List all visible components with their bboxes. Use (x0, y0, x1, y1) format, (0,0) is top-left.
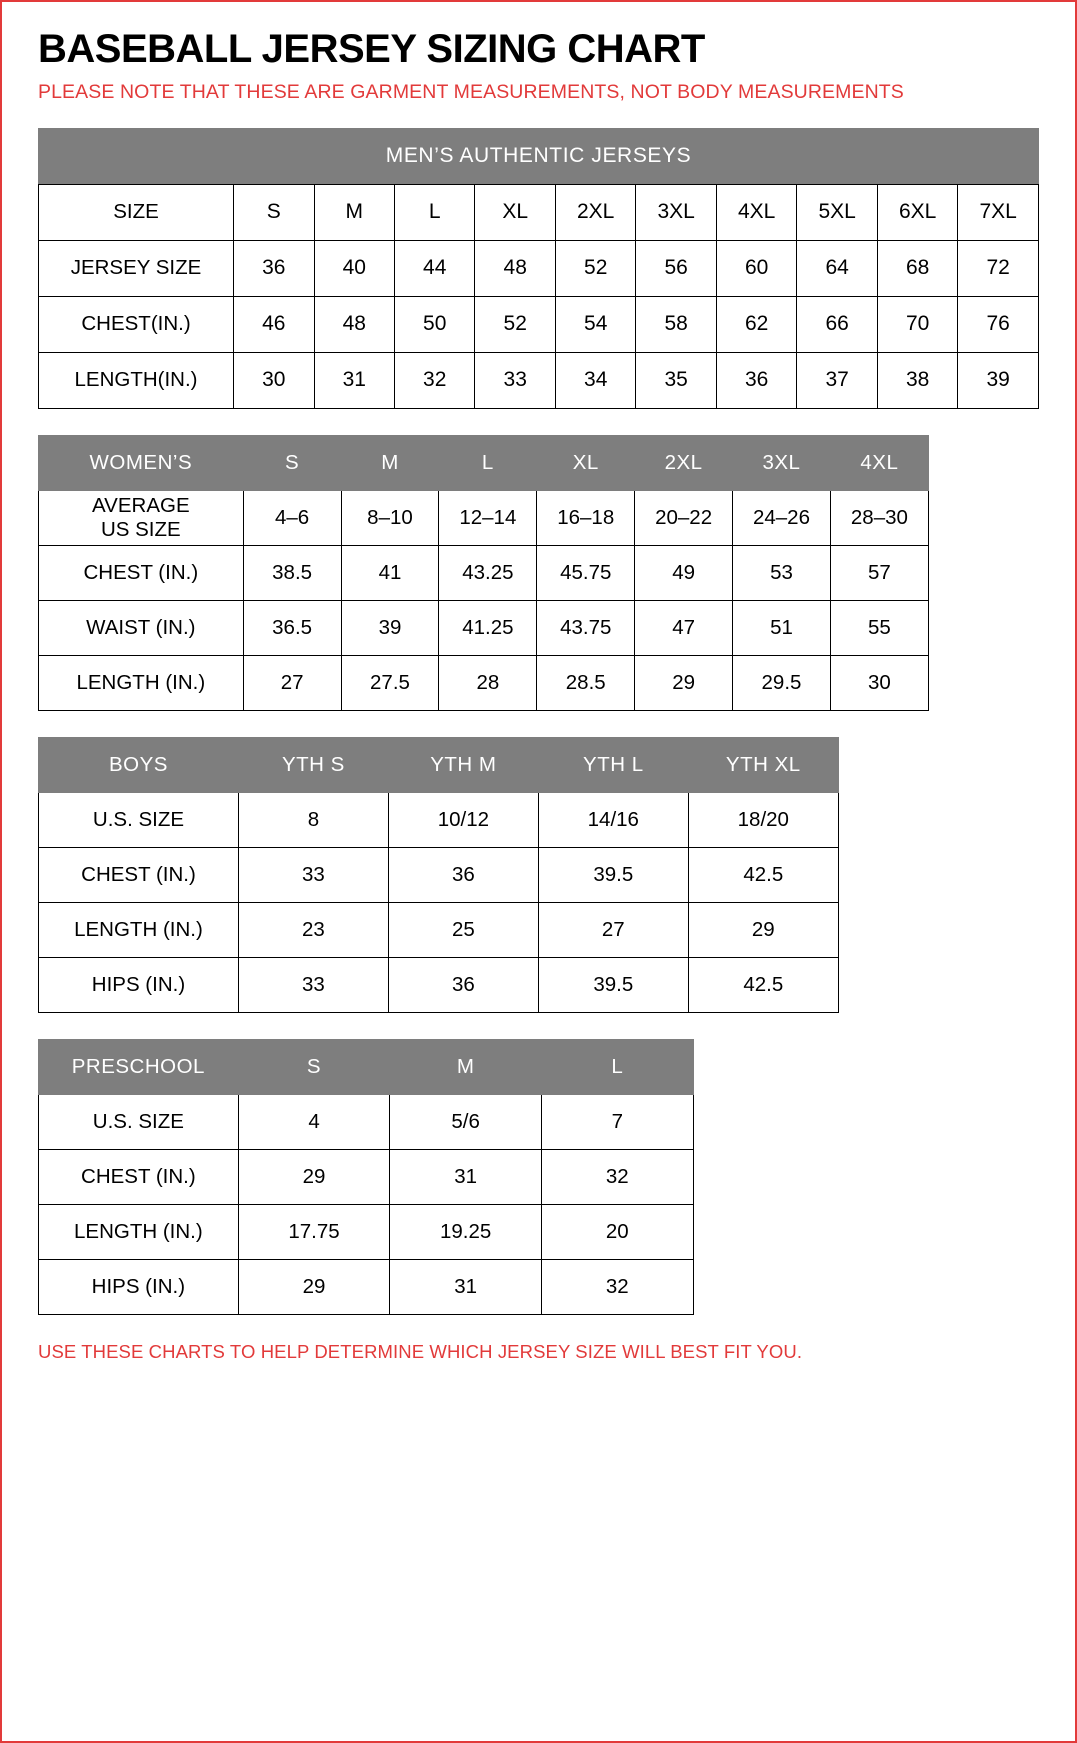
table-row (39, 792, 839, 847)
boys-row-label-chest: CHEST (IN.) (39, 847, 239, 902)
boys-length-yth-l: 27 (538, 902, 688, 957)
mens-jersey-size-5xl: 64 (797, 240, 877, 296)
mens-length-l: 32 (394, 352, 474, 408)
mens-jersey-size-2xl: 52 (555, 240, 635, 296)
womens-us-size-4xl: 28–30 (830, 490, 928, 545)
boys-length-yth-s: 23 (238, 902, 388, 957)
mens-length-s: 30 (234, 352, 314, 408)
mens-sizing-table (38, 128, 1039, 409)
womens-waist-l: 41.25 (439, 600, 537, 655)
womens-size-3xl: 3XL (733, 435, 831, 490)
womens-header-row (39, 435, 929, 490)
table-row (39, 545, 929, 600)
mens-banner-label: MEN’S AUTHENTIC JERSEYS (39, 128, 1039, 184)
womens-waist-m: 39 (341, 600, 439, 655)
preschool-us-size-m: 5/6 (390, 1094, 542, 1149)
womens-us-size-2xl: 20–22 (635, 490, 733, 545)
boys-hips-yth-s: 33 (238, 957, 388, 1012)
preschool-hips-m: 31 (390, 1259, 542, 1314)
womens-size-m: M (341, 435, 439, 490)
womens-length-m: 27.5 (341, 655, 439, 710)
womens-sizing-table (38, 435, 929, 711)
mens-jersey-size-m: 40 (314, 240, 394, 296)
womens-length-xl: 28.5 (537, 655, 635, 710)
mens-jersey-size-6xl: 68 (877, 240, 957, 296)
womens-us-size-m: 8–10 (341, 490, 439, 545)
preschool-chest-l: 32 (541, 1149, 693, 1204)
mens-chest-7xl: 76 (958, 296, 1039, 352)
womens-length-4xl: 30 (830, 655, 928, 710)
table-row (39, 957, 839, 1012)
mens-size-m: M (314, 184, 394, 240)
mens-size-label: SIZE (39, 184, 234, 240)
mens-length-4xl: 36 (716, 352, 796, 408)
preschool-sizing-table (38, 1039, 694, 1315)
mens-row-label-jersey-size: JERSEY SIZE (39, 240, 234, 296)
boys-us-size-yth-l: 14/16 (538, 792, 688, 847)
mens-chest-5xl: 66 (797, 296, 877, 352)
page-title: BASEBALL JERSEY SIZING CHART (38, 27, 705, 71)
mens-table-section (38, 128, 1039, 409)
preschool-row-label-chest: CHEST (IN.) (39, 1149, 239, 1204)
mens-length-7xl: 39 (958, 352, 1039, 408)
boys-size-yth-s: YTH S (238, 737, 388, 792)
mens-size-3xl: 3XL (636, 184, 716, 240)
boys-hips-yth-xl: 42.5 (688, 957, 838, 1012)
mens-chest-3xl: 58 (636, 296, 716, 352)
mens-jersey-size-7xl: 72 (958, 240, 1039, 296)
mens-chest-4xl: 62 (716, 296, 796, 352)
table-row (39, 490, 929, 545)
womens-chest-xl: 45.75 (537, 545, 635, 600)
womens-length-l: 28 (439, 655, 537, 710)
womens-row-label-waist: WAIST (IN.) (39, 600, 244, 655)
womens-row-label-length: LENGTH (IN.) (39, 655, 244, 710)
mens-size-5xl: 5XL (797, 184, 877, 240)
mens-size-6xl: 6XL (877, 184, 957, 240)
womens-length-3xl: 29.5 (733, 655, 831, 710)
womens-size-s: S (243, 435, 341, 490)
mens-chest-6xl: 70 (877, 296, 957, 352)
boys-chest-yth-m: 36 (388, 847, 538, 902)
table-row (39, 296, 1039, 352)
mens-chest-s: 46 (234, 296, 314, 352)
table-row (39, 1094, 694, 1149)
mens-table-banner-row (39, 128, 1039, 184)
boys-chest-yth-s: 33 (238, 847, 388, 902)
mens-length-m: 31 (314, 352, 394, 408)
mens-length-xl: 33 (475, 352, 555, 408)
womens-chest-l: 43.25 (439, 545, 537, 600)
womens-waist-2xl: 47 (635, 600, 733, 655)
boys-sizing-table (38, 737, 839, 1013)
womens-chest-4xl: 57 (830, 545, 928, 600)
boys-size-yth-m: YTH M (388, 737, 538, 792)
womens-length-s: 27 (243, 655, 341, 710)
preschool-hips-l: 32 (541, 1259, 693, 1314)
boys-row-label-hips: HIPS (IN.) (39, 957, 239, 1012)
mens-jersey-size-4xl: 60 (716, 240, 796, 296)
mens-size-xl: XL (475, 184, 555, 240)
mens-chest-m: 48 (314, 296, 394, 352)
mens-size-l: L (394, 184, 474, 240)
womens-us-size-l: 12–14 (439, 490, 537, 545)
preschool-chest-m: 31 (390, 1149, 542, 1204)
womens-row-label-chest: CHEST (IN.) (39, 545, 244, 600)
preschool-row-label-hips: HIPS (IN.) (39, 1259, 239, 1314)
boys-row-label-us-size: U.S. SIZE (39, 792, 239, 847)
preschool-length-m: 19.25 (390, 1204, 542, 1259)
womens-chest-s: 38.5 (243, 545, 341, 600)
mens-jersey-size-l: 44 (394, 240, 474, 296)
preschool-length-s: 17.75 (238, 1204, 390, 1259)
womens-waist-s: 36.5 (243, 600, 341, 655)
preschool-size-l: L (541, 1039, 693, 1094)
womens-waist-4xl: 55 (830, 600, 928, 655)
boys-header-row (39, 737, 839, 792)
womens-chest-2xl: 49 (635, 545, 733, 600)
womens-waist-xl: 43.75 (537, 600, 635, 655)
mens-jersey-size-xl: 48 (475, 240, 555, 296)
womens-length-2xl: 29 (635, 655, 733, 710)
mens-length-2xl: 34 (555, 352, 635, 408)
womens-chest-m: 41 (341, 545, 439, 600)
boys-length-yth-m: 25 (388, 902, 538, 957)
womens-size-l: L (439, 435, 537, 490)
boys-size-yth-l: YTH L (538, 737, 688, 792)
boys-hips-yth-m: 36 (388, 957, 538, 1012)
mens-length-6xl: 38 (877, 352, 957, 408)
table-row (39, 352, 1039, 408)
footer-note: USE THESE CHARTS TO HELP DETERMINE WHICH JERSEY SIZE WILL BEST FIT YOU. (38, 1340, 803, 1362)
mens-size-header-row (39, 184, 1039, 240)
preschool-us-size-l: 7 (541, 1094, 693, 1149)
preschool-length-l: 20 (541, 1204, 693, 1259)
mens-jersey-size-3xl: 56 (636, 240, 716, 296)
boys-length-yth-xl: 29 (688, 902, 838, 957)
boys-header-label: BOYS (39, 737, 239, 792)
mens-size-s: S (234, 184, 314, 240)
boys-chest-yth-xl: 42.5 (688, 847, 838, 902)
womens-row-label-line2: US SIZE (100, 517, 181, 541)
table-row (39, 1259, 694, 1314)
table-row (39, 1204, 694, 1259)
measurement-note: PLEASE NOTE THAT THESE ARE GARMENT MEASUREMENTS, NOT BODY MEASUREMENTS (38, 81, 904, 103)
preschool-header-label: PRESCHOOL (39, 1039, 239, 1094)
mens-length-3xl: 35 (636, 352, 716, 408)
womens-header-label: WOMEN’S (39, 435, 244, 490)
womens-size-xl: XL (537, 435, 635, 490)
mens-size-4xl: 4XL (716, 184, 796, 240)
womens-us-size-xl: 16–18 (537, 490, 635, 545)
preschool-row-label-length: LENGTH (IN.) (39, 1204, 239, 1259)
boys-us-size-yth-xl: 18/20 (688, 792, 838, 847)
womens-size-4xl: 4XL (830, 435, 928, 490)
mens-size-7xl: 7XL (958, 184, 1039, 240)
preschool-row-label-us-size: U.S. SIZE (39, 1094, 239, 1149)
table-row (39, 847, 839, 902)
preschool-header-row (39, 1039, 694, 1094)
table-row (39, 902, 839, 957)
boys-hips-yth-l: 39.5 (538, 957, 688, 1012)
preschool-size-s: S (238, 1039, 390, 1094)
table-row (39, 655, 929, 710)
mens-size-2xl: 2XL (555, 184, 635, 240)
boys-us-size-yth-s: 8 (238, 792, 388, 847)
womens-row-label-average-us-size (39, 490, 244, 545)
boys-us-size-yth-m: 10/12 (388, 792, 538, 847)
womens-size-2xl: 2XL (635, 435, 733, 490)
preschool-size-m: M (390, 1039, 542, 1094)
table-row (39, 600, 929, 655)
boys-chest-yth-l: 39.5 (538, 847, 688, 902)
womens-chest-3xl: 53 (733, 545, 831, 600)
mens-chest-l: 50 (394, 296, 474, 352)
boys-row-label-length: LENGTH (IN.) (39, 902, 239, 957)
table-row (39, 1149, 694, 1204)
mens-length-5xl: 37 (797, 352, 877, 408)
boys-size-yth-xl: YTH XL (688, 737, 838, 792)
preschool-hips-s: 29 (238, 1259, 390, 1314)
mens-row-label-chest: CHEST(IN.) (39, 296, 234, 352)
preschool-chest-s: 29 (238, 1149, 390, 1204)
womens-us-size-s: 4–6 (243, 490, 341, 545)
womens-waist-3xl: 51 (733, 600, 831, 655)
preschool-us-size-s: 4 (238, 1094, 390, 1149)
mens-row-label-length: LENGTH(IN.) (39, 352, 234, 408)
mens-jersey-size-s: 36 (234, 240, 314, 296)
womens-us-size-3xl: 24–26 (733, 490, 831, 545)
mens-chest-xl: 52 (475, 296, 555, 352)
mens-chest-2xl: 54 (555, 296, 635, 352)
table-row (39, 240, 1039, 296)
womens-row-label-line1: AVERAGE (92, 493, 190, 517)
